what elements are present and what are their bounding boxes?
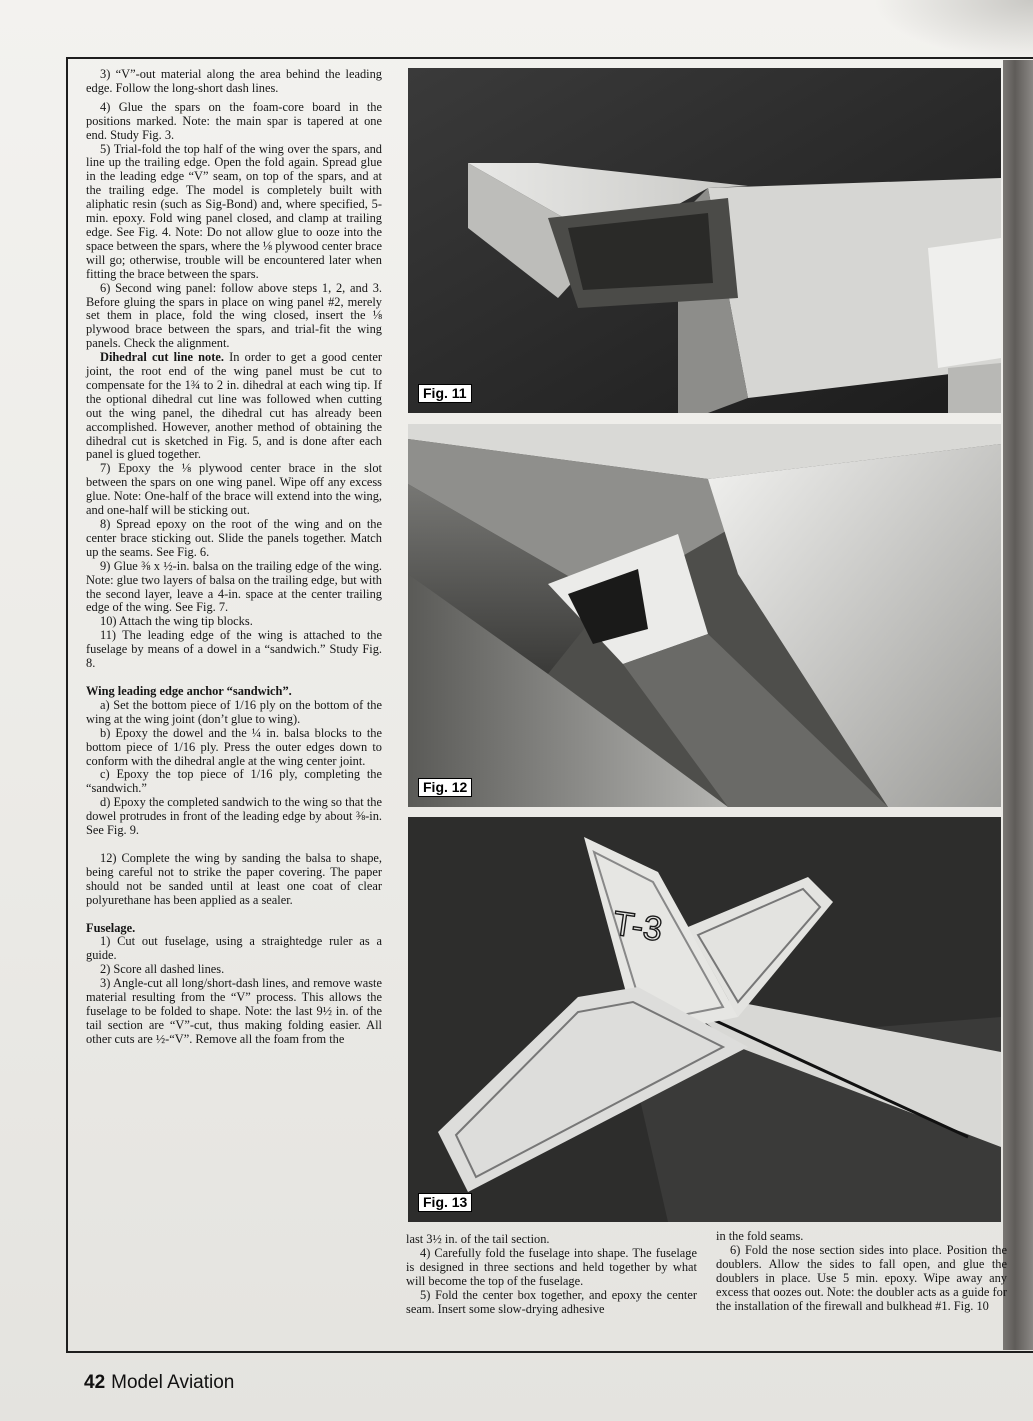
- frame-rule-bottom: [66, 1351, 1033, 1353]
- step-7-text: 7) Epoxy the ⅛ plywood center brace in the slot between the spars on one wing panel. Wipe off any excess glue. Note: One-half of the brace will extend into the wing, and one-half will be sticking out.: [86, 461, 382, 518]
- middle-text-column: [406, 1233, 697, 1316]
- step-4-text: 4) Glue the spars on the foam-core board in the positions marked. Note: the main spar is tapered at one end. Study Fig. 3.: [86, 99, 382, 142]
- figure-12-photo: [408, 424, 1001, 807]
- fold-seams-continuation: in the fold seams.: [716, 1229, 804, 1243]
- fuselage-step-1: 1) Cut out fuselage, using a straightedge ruler as a guide.: [86, 934, 382, 963]
- fuselage-step-4: 4) Carefully fold the fuselage into shape. The fuselage is designed in three sections and held together by what will become the top of the fuselage.: [406, 1245, 697, 1288]
- frame-rule-left: [66, 57, 68, 1353]
- magazine-name: Model Aviation: [111, 1372, 235, 1393]
- fuselage-step-2: 2) Score all dashed lines.: [100, 962, 225, 977]
- figure-11-photo: [408, 68, 1001, 413]
- step-6-text: 6) Second wing panel: follow above steps 1, 2, and 3. Before gluing the spars in place on wing panel #2, merely set them in place, fold the wing closed, insert the ⅛ plywood brace between the spars, and trial-fit the wing panels. Check the alignment.: [86, 280, 382, 351]
- fuselage-heading: Fuselage.: [86, 920, 136, 935]
- adjacent-page-edge: [1003, 60, 1033, 1350]
- step-9-text: 9) Glue ⅜ x ½-in. balsa on the trailing edge of the wing. Note: glue two layers of balsa on the trailing edge, but with the second layer, leave a 4-in. space at the center trailing edge of the wing. See Fig. 7.: [86, 558, 382, 615]
- sandwich-heading: Wing leading edge anchor “sandwich”.: [86, 683, 292, 698]
- page-number: 42: [84, 1372, 106, 1393]
- figure-12-label: Fig. 12: [418, 778, 472, 797]
- sandwich-step-b: b) Epoxy the dowel and the ¼ in. balsa blocks to the bottom piece of 1/16 ply. Press the outer edges down to conform with the dihedral angle at the wing center joint.: [86, 725, 382, 768]
- dihedral-note-body: In order to get a good center joint, the root end of the wing panel must be cut to compensate for the 1¾ to 2 in. dihedral at each wing tip. If the optional dihedral cut line was followed when cutting out the wing panel, the dihedral cut has already been accomplished. However, another method of obtaining the dihedral cut is sketched in Fig. 5, and is done after each panel is glued together.: [86, 350, 382, 462]
- fuselage-step-5: 5) Fold the center box together, and epoxy the center seam. Insert some slow-drying adhesive: [406, 1287, 697, 1316]
- fuselage-step-6: 6) Fold the nose section sides into place. Position the doublers. Allow the sides to fall open, and glue the doublers in place. Use 5 min. epoxy. Wipe away any excess that oozes out. Note: the doubler acts as a guide for the installation of the firewall and bulkhead #1. Fig. 10: [716, 1242, 1007, 1313]
- sandwich-step-d: d) Epoxy the completed sandwich to the wing so that the dowel protrudes in front of the leading edge by about ⅜-in. See Fig. 9.: [86, 795, 382, 838]
- step-8-text: 8) Spread epoxy on the root of the wing and on the center brace sticking out. Slide the panels together. Match up the seams. See Fig. 6.: [86, 517, 382, 559]
- page-footer: [84, 1371, 234, 1395]
- sandwich-step-c: c) Epoxy the top piece of 1/16 ply, completing the “sandwich.”: [86, 767, 382, 796]
- figure-13-label: Fig. 13: [418, 1193, 472, 1212]
- tail-section-continuation: last 3½ in. of the tail section.: [406, 1232, 550, 1246]
- dihedral-note-heading: Dihedral cut line note.: [100, 350, 224, 365]
- left-text-column: [86, 68, 382, 1047]
- dihedral-note: [86, 351, 382, 462]
- fin-marking-text: T-3: [610, 904, 665, 949]
- step-5-text: 5) Trial-fold the top half of the wing over the spars, and line up the trailing edge. Open the fold again. Spread glue in the leading edge “V” seam, on top of the spars, and at the trailing edge. The model is completely built with aliphatic resin (such as Sig-Bond) and, where specified, 5-min. epoxy. Fold wing panel closed, and clamp at trailing edge. See Fig. 4. Note: Do not allow glue to ooze into the space between the spars, where the ⅛ plywood center brace will go; otherwise, trouble will be encountered later when fitting the brace between the spars.: [86, 141, 382, 281]
- figure-13-illustration: [408, 817, 1001, 1222]
- right-text-column: [716, 1230, 1007, 1313]
- figure-13-photo: [408, 817, 1001, 1222]
- frame-rule-top: [66, 57, 1033, 59]
- step-10-text: 10) Attach the wing tip blocks.: [100, 614, 253, 629]
- figure-11-illustration: [408, 68, 1001, 413]
- sandwich-step-a: a) Set the bottom piece of 1/16 ply on the bottom of the wing at the wing joint (don’t glue to wing).: [86, 697, 382, 726]
- step-11-text: 11) The leading edge of the wing is attached to the fuselage by means of a dowel in a “sandwich.” Study Fig. 8.: [86, 628, 382, 671]
- fuselage-step-3: 3) Angle-cut all long/short-dash lines, and remove waste material resulting from the “V” process. This allows the fuselage to be folded to shape. Note: the last 9½ in. of the tail section are “V”-cut, thus making folding easier. All other cuts are ½-“V”. Remove all the foam from the: [86, 976, 382, 1046]
- step-12-text: 12) Complete the wing by sanding the balsa to shape, being careful not to strike the paper covering. The paper should not be sanded until at least one coat of clear polyurethane has been applied as a sealer.: [86, 850, 382, 907]
- figure-12-illustration: [408, 424, 1001, 807]
- page-corner-shadow: [873, 0, 1033, 60]
- step-3-text: 3) “V”-out material along the area behind the leading edge. Follow the long-short dash lines.: [86, 67, 382, 95]
- figure-11-label: Fig. 11: [418, 384, 472, 403]
